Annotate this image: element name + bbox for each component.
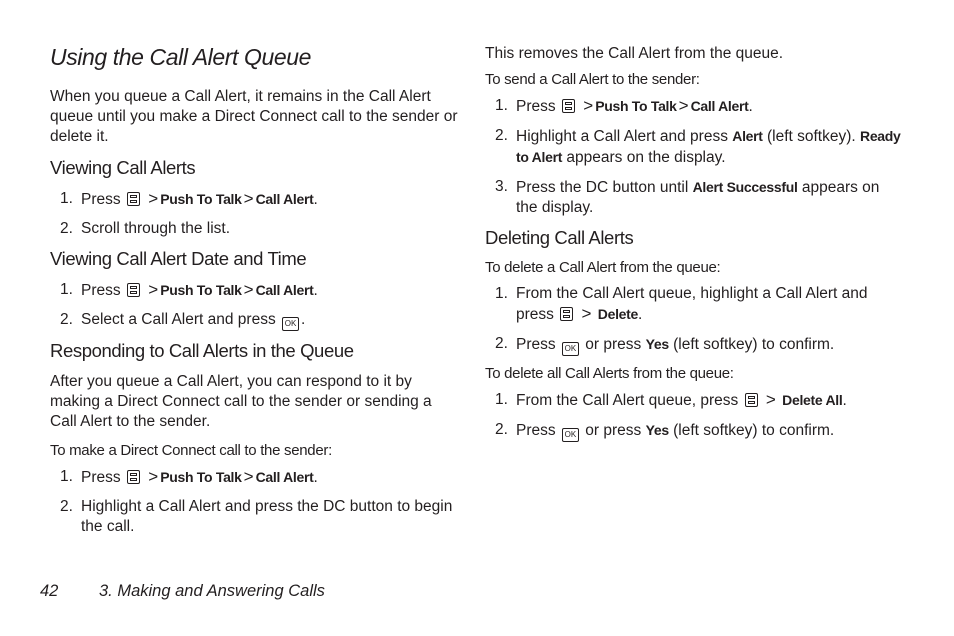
menu-key-icon [127, 283, 140, 297]
menu-key-icon [127, 470, 140, 484]
list-item: 2. Press OK or press Yes (left softkey) to confirm. [485, 334, 905, 356]
arrow-separator: > [678, 96, 689, 115]
list-item: 1. Press > Push To Talk > Call Alert. [495, 96, 753, 115]
arrow-separator: > [148, 467, 159, 486]
arrow-separator: > [765, 390, 776, 409]
steps-direct-connect [50, 467, 462, 537]
list-item: 1. Press > Push To Talk > Call Alert. [60, 189, 318, 208]
intro-paragraph: When you queue a Call Alert, it remains in the Call Alert queue until you make a Direct Connect call to the sender or delete it. [50, 88, 458, 145]
menu-key-icon [562, 99, 575, 113]
list-item: 2. Highlight a Call Alert and press Alert (left softkey). Ready to Alert appears on the display. [495, 127, 901, 166]
ok-key-icon: OK [562, 428, 579, 442]
responding-paragraph: After you queue a Call Alert, you can respond to it by making a Direct Connect call to the sender or sending a Call Alert to the sender. [50, 373, 432, 430]
lead-delete-all: To delete all Call Alerts from the queue: [485, 365, 734, 382]
arrow-separator: > [243, 467, 254, 486]
arrow-separator: > [243, 189, 254, 208]
heading-viewing-date-time: Viewing Call Alert Date and Time [50, 248, 307, 269]
heading-viewing-call-alerts: Viewing Call Alerts [50, 157, 196, 178]
lead-delete-one: To delete a Call Alert from the queue: [485, 259, 721, 276]
list-item: 1. From the Call Alert queue, press > Delete All. [495, 390, 847, 409]
heading-responding: Responding to Call Alerts in the Queue [50, 340, 354, 361]
page-number: 42 [40, 582, 59, 600]
lead-direct-connect: To make a Direct Connect call to the sender: [50, 442, 332, 459]
arrow-separator: > [148, 280, 159, 299]
steps-delete-one [485, 284, 905, 356]
menu-key-icon [127, 192, 140, 206]
menu-key-icon [745, 393, 758, 407]
arrow-separator: > [581, 304, 592, 323]
chapter-title: 3. Making and Answering Calls [99, 582, 325, 600]
list-item: 3. Press the DC button until Alert Successful appears on the display. [495, 178, 880, 216]
list-item: 1. Press > Push To Talk > Call Alert. [60, 280, 318, 299]
ok-key-icon: OK [282, 317, 299, 331]
steps-delete-all [485, 390, 905, 442]
list-item: 2. Press OK or press Yes (left softkey) to confirm. [485, 420, 905, 442]
steps-send-alert [485, 96, 905, 218]
list-item: 1. Press > Push To Talk > Call Alert. [60, 467, 318, 486]
lead-send-alert: To send a Call Alert to the sender: [485, 71, 700, 88]
list-item: 2. Highlight a Call Alert and press the DC button to begin the call. [60, 498, 453, 535]
page-footer [40, 582, 325, 601]
list-item: 2. Scroll through the list. [60, 220, 231, 237]
removes-paragraph: This removes the Call Alert from the queue. [485, 45, 784, 62]
list-item: 2. Select a Call Alert and press OK . [50, 310, 462, 331]
arrow-separator: > [243, 280, 254, 299]
arrow-separator: > [583, 96, 594, 115]
steps-viewing-date-time [50, 280, 462, 331]
left-column [50, 40, 462, 546]
menu-key-icon [560, 307, 573, 321]
ok-key-icon: OK [562, 342, 579, 356]
right-column [485, 40, 905, 451]
list-item: 1. From the Call Alert queue, highlight a Call Alert and press > Delete. [495, 285, 868, 323]
arrow-separator: > [148, 189, 159, 208]
steps-viewing-call-alerts [50, 189, 462, 239]
heading-deleting: Deleting Call Alerts [485, 227, 634, 248]
page-title: Using the Call Alert Queue [50, 44, 312, 70]
